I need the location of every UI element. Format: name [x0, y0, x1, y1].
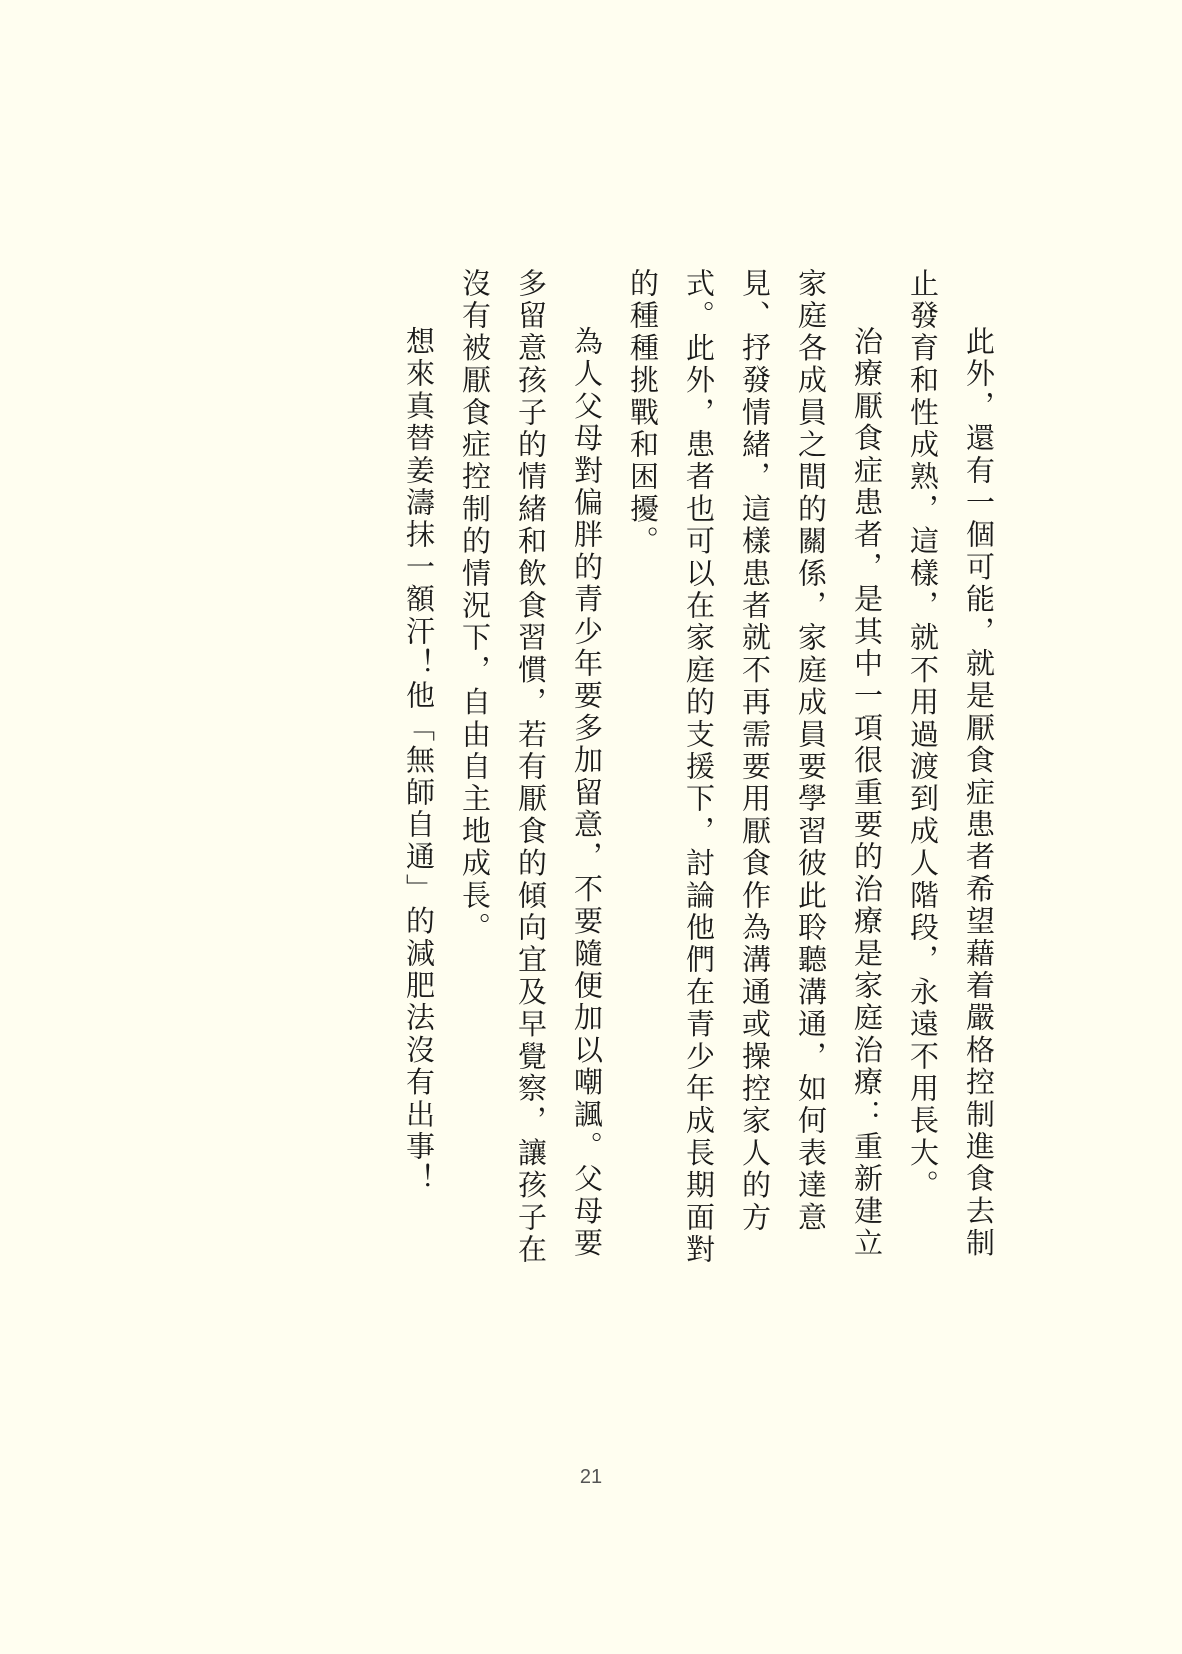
paragraph-3: 為人父母對偏胖的青少年要多加留意，不要隨便加以嘲諷。父母要多留意孩子的情緒和飲食習慣，若有厭食的傾向宜及早覺察，讓孩子在沒有被厭食症控制的情況下，自由自主地成長。: [458, 268, 604, 1267]
paragraph-2: 治療厭食症患者，是其中一項很重要的治療是家庭治療：重新建立家庭各成員之間的關係，家庭成員要學習彼此聆聽溝通，如何表達意見、抒發情緒，這樣患者就不再需要用厭食作為溝通或操控家人的方式。此外，患者也可以在家庭的支援下，討論他們在青少年成長期面對的種種挑戰和困擾。: [626, 268, 884, 1267]
paragraph-1: 此外，還有一個可能，就是厭食症患者希望藉着嚴格控制進食去制止發育和性成熟，這樣，就不用過渡到成人階段，永遠不用長大。: [906, 268, 996, 1260]
page-number: 21: [579, 1466, 603, 1488]
vertical-text-body: [307, 268, 1007, 1268]
paragraph-4: 想來真替姜濤抹一額汗！他「無師自通」的減肥法沒有出事！: [402, 326, 436, 1196]
